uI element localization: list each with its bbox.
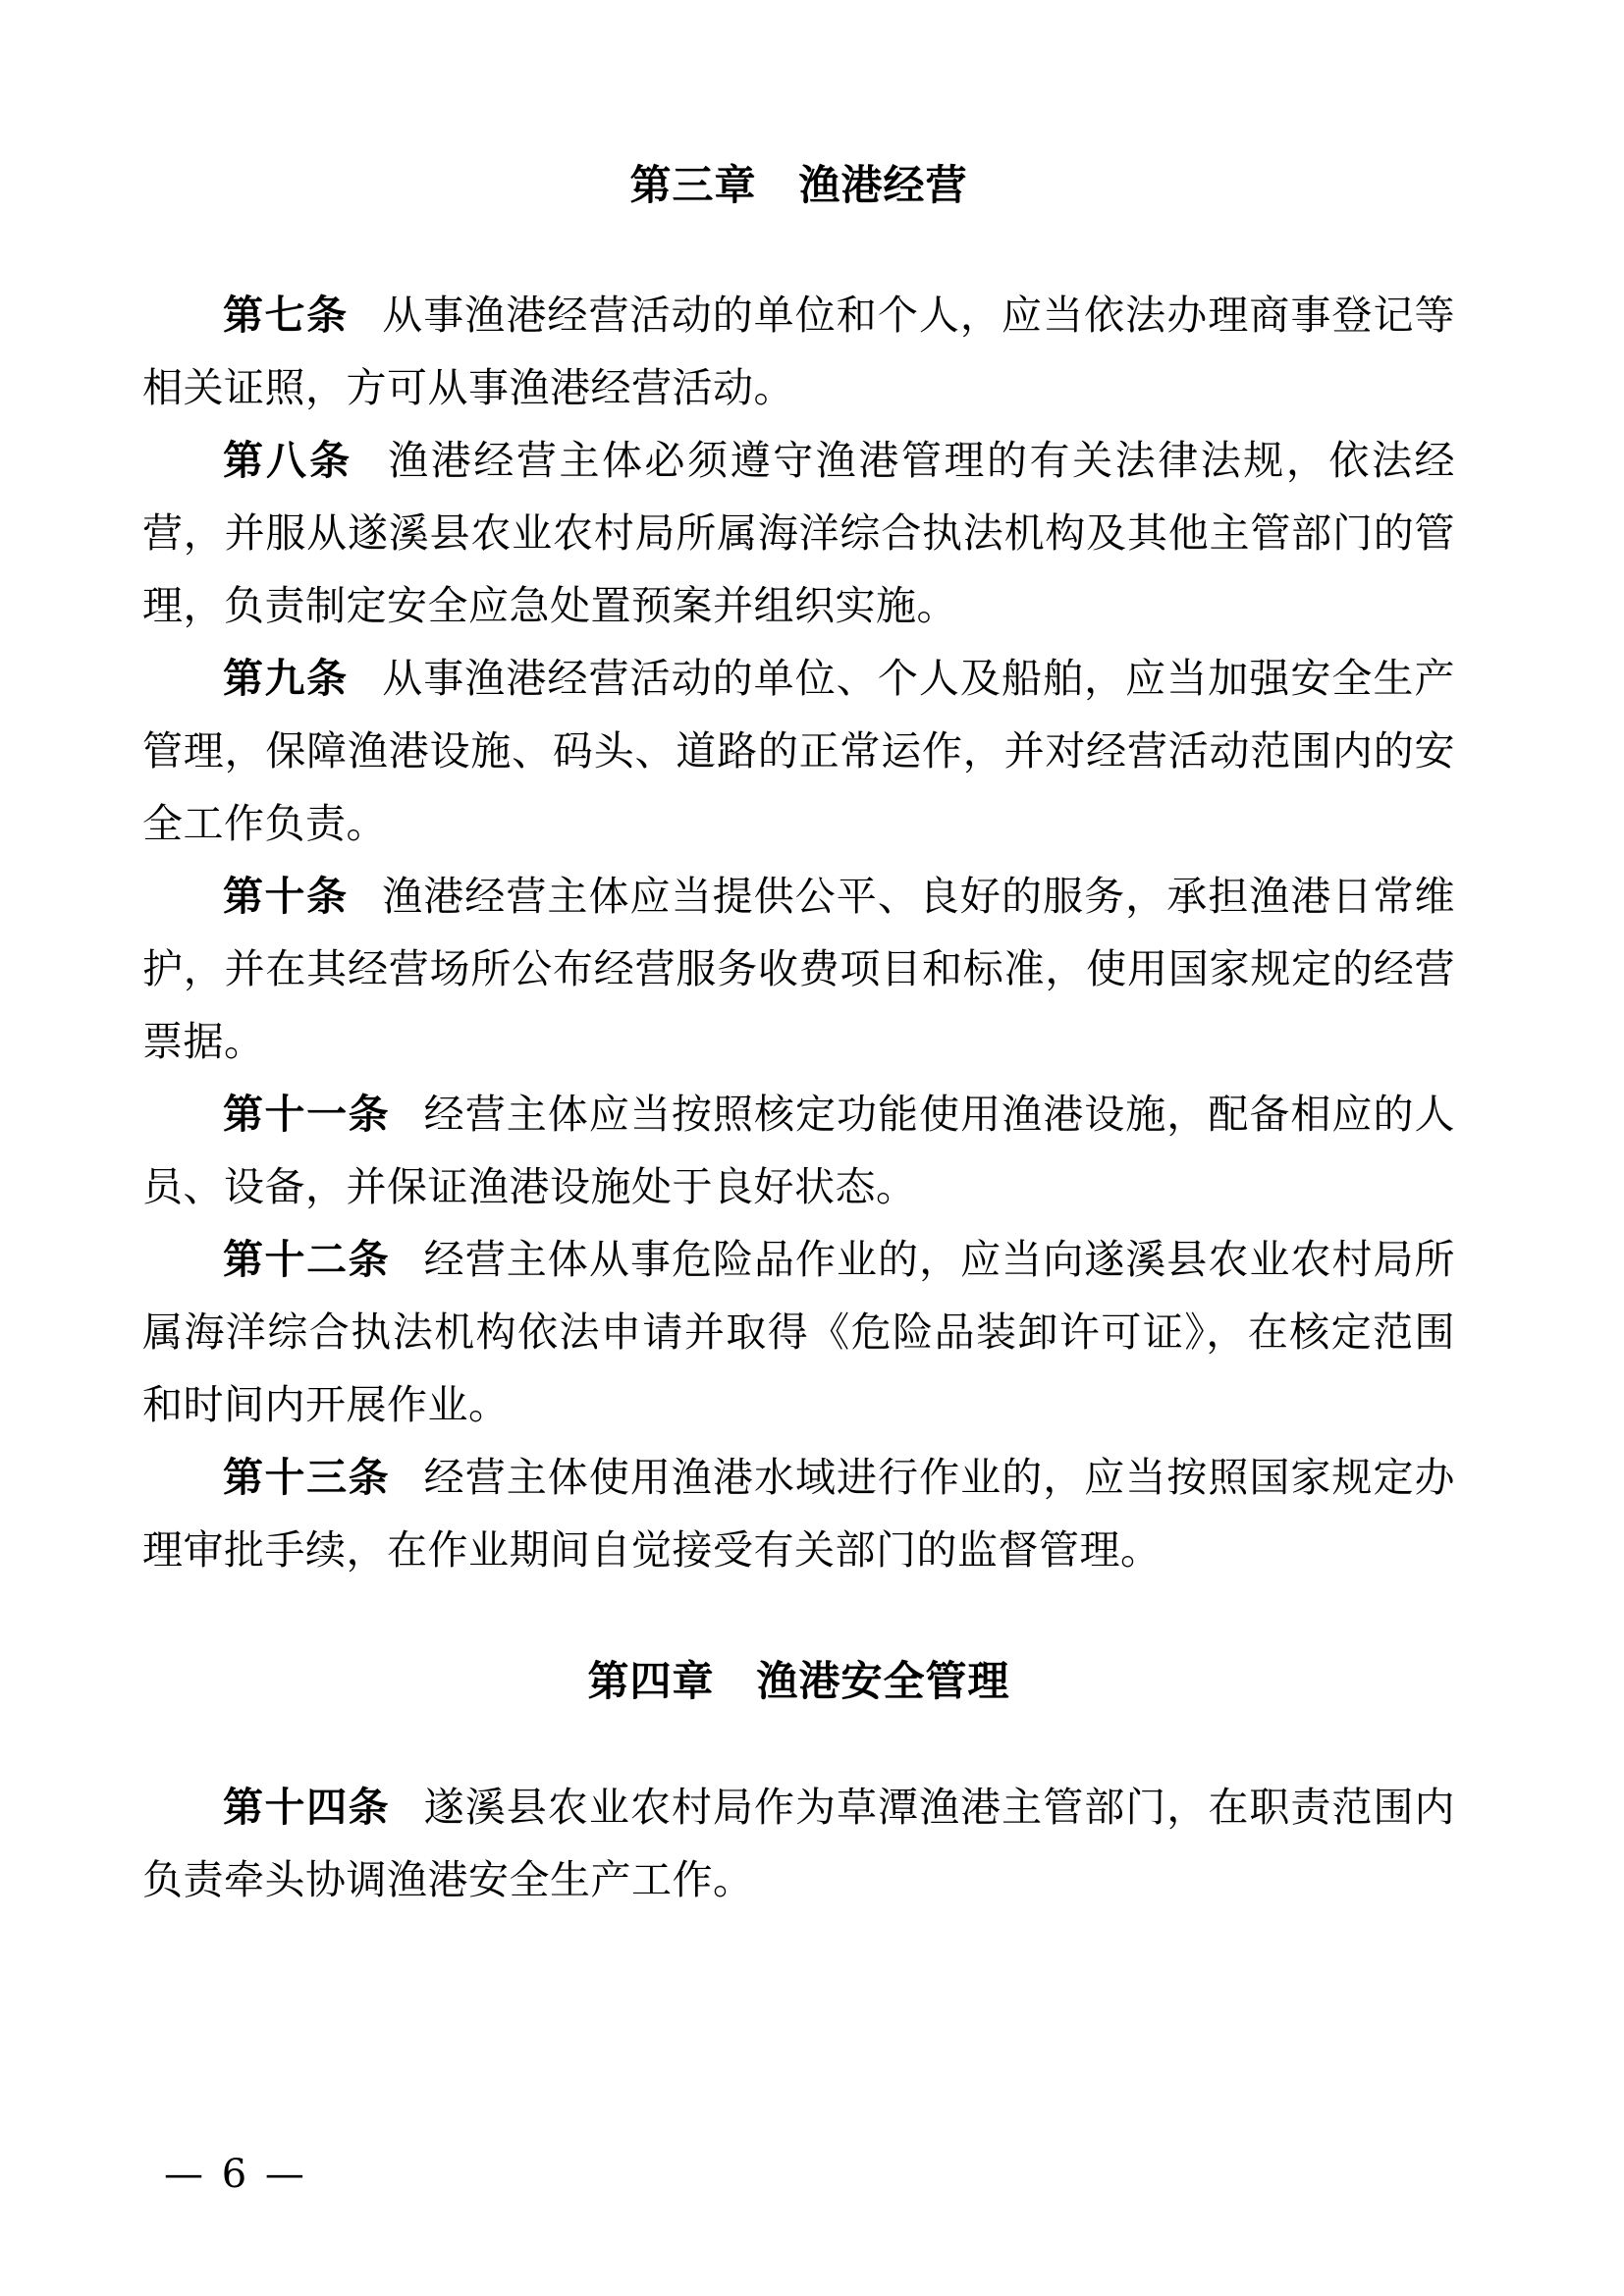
article-8-text: 渔港经营主体必须遵守渔港管理的有关法律法规，依法经营，并服从遂溪县农业农村局所属海洋综合执法机构及其他主管部门的管理，负责制定安全应急处置预案并组织实施。: [142, 437, 1456, 629]
article-10-text: 渔港经营主体应当提供公平、良好的服务，承担渔港日常维护，并在其经营场所公布经营服务收费项目和标准，使用国家规定的经营票据。: [142, 873, 1455, 1065]
article-7-text: 从事渔港经营活动的单位和个人，应当依法办理商事登记等相关证照，方可从事渔港经营活动。: [142, 292, 1455, 411]
article-14-number: 第十四条: [223, 1784, 391, 1831]
chapter-4-articles: [142, 1771, 1455, 1916]
article-8: [142, 424, 1455, 642]
chapter-separator: [142, 1586, 1455, 1661]
article-13-number: 第十三条: [223, 1454, 391, 1501]
article-8-number: 第八条: [223, 437, 353, 484]
article-11-number: 第十一条: [223, 1091, 391, 1138]
article-7: [142, 279, 1455, 424]
article-9: [142, 642, 1455, 860]
article-12-text: 经营主体从事危险品作业的，应当向遂溪县农业农村局所属海洋综合执法机构依法申请并取得《危险品装卸许可证》，在核定范围和时间内开展作业。: [142, 1236, 1456, 1428]
article-10-number: 第十条: [223, 873, 349, 920]
chapter-heading-4: 第四章 渔港安全管理: [587, 1657, 1010, 1705]
article-7-number: 第七条: [223, 292, 349, 339]
article-12: [142, 1223, 1455, 1441]
article-13-text: 经营主体使用渔港水域进行作业的，应当按照国家规定办理审批手续，在作业期间自觉接受有关部门的监督管理。: [142, 1454, 1456, 1574]
article-13: [142, 1441, 1455, 1586]
chapter-heading-3: 第三章 渔港经营: [629, 161, 968, 209]
article-10: [142, 860, 1455, 1078]
article-14-text: 遂溪县农业农村局作为草潭渔港主管部门，在职责范围内负责牵头协调渔港安全生产工作。: [142, 1784, 1456, 1903]
chapter-3-articles: [142, 279, 1455, 1586]
article-11-text: 经营主体应当按照核定功能使用渔港设施，配备相应的人员、设备，并保证渔港设施处于良好状态。: [142, 1091, 1456, 1210]
article-12-number: 第十二条: [223, 1236, 391, 1283]
article-9-number: 第九条: [223, 655, 349, 702]
page-content: [142, 147, 1455, 1916]
article-11: [142, 1078, 1455, 1223]
article-9-text: 从事渔港经营活动的单位、个人及船舶，应当加强安全生产管理，保障渔港设施、码头、道路的正常运作，并对经营活动范围内的安全工作负责。: [142, 655, 1455, 847]
article-14: [142, 1771, 1455, 1916]
page-number: — 6 —: [164, 2152, 307, 2197]
